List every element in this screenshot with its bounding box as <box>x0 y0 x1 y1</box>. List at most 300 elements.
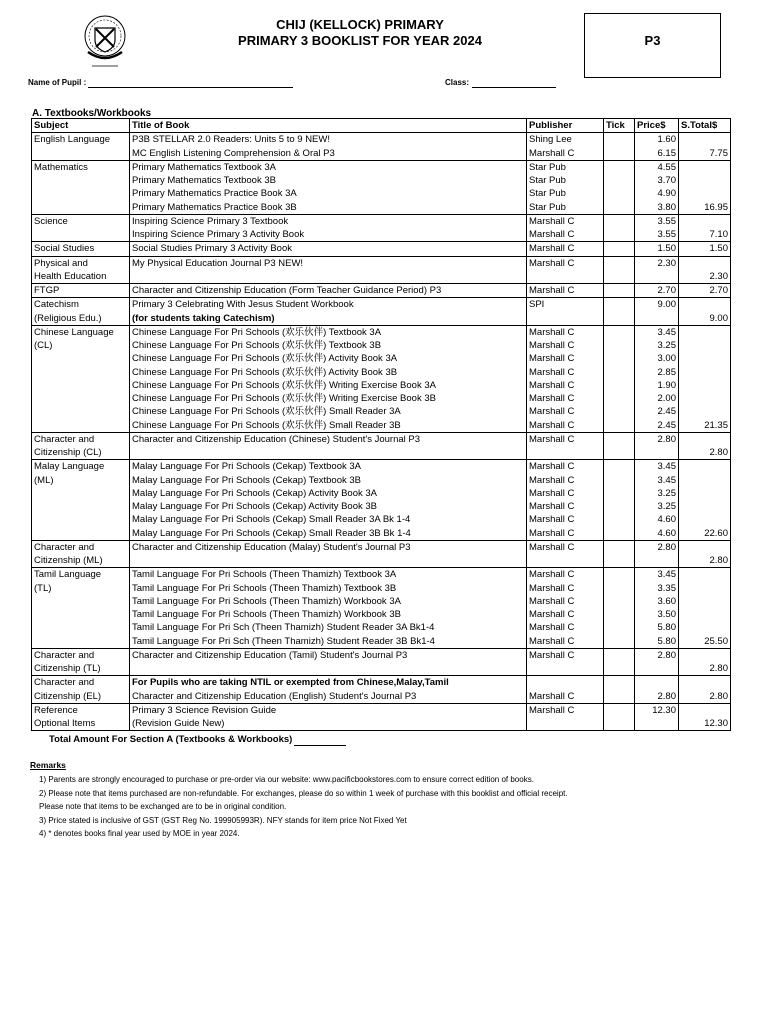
subject-cell: Citizenship (ML) <box>32 554 130 568</box>
table-row <box>32 568 731 582</box>
subtotal-cell <box>679 432 731 446</box>
subject-cell: (Religious Edu.) <box>32 312 130 326</box>
book-title-cell: Chinese Language For Pri Schools (欢乐伙伴) Small Reader 3A <box>130 405 527 418</box>
price-cell: 3.45 <box>635 325 679 339</box>
book-title-cell: Inspiring Science Primary 3 Textbook <box>130 214 527 228</box>
table-row <box>32 582 731 595</box>
tick-cell[interactable] <box>604 635 635 649</box>
price-cell <box>635 717 679 731</box>
subject-cell: Chinese Language <box>32 325 130 339</box>
subtotal-cell <box>679 608 731 621</box>
tick-cell[interactable] <box>604 513 635 526</box>
tick-cell[interactable] <box>604 174 635 187</box>
tick-cell[interactable] <box>604 595 635 608</box>
book-title-cell: Primary 3 Science Revision Guide <box>130 703 527 717</box>
subtotal-cell <box>679 392 731 405</box>
subject-cell <box>32 405 130 418</box>
table-row <box>32 392 731 405</box>
book-title-cell: Tamil Language For Pri Schools (Theen Thamizh) Workbook 3A <box>130 595 527 608</box>
table-row <box>32 527 731 541</box>
book-title-cell: Malay Language For Pri Schools (Cekap) Small Reader 3A Bk 1-4 <box>130 513 527 526</box>
tick-cell[interactable] <box>604 284 635 298</box>
subtotal-cell <box>679 595 731 608</box>
subtotal-cell: 2.70 <box>679 284 731 298</box>
subject-cell <box>32 228 130 242</box>
price-cell: 3.55 <box>635 228 679 242</box>
tick-cell[interactable] <box>604 527 635 541</box>
booklist-table <box>31 118 731 731</box>
price-cell: 9.00 <box>635 298 679 312</box>
remark-item: 2) Please note that items purchased are non-refundable. For exchanges, please do so within 1 week of purchase with this booklist and official receipt. <box>39 788 568 798</box>
remark-item: Please note that items to be exchanged are to be in original condition. <box>39 802 287 811</box>
table-row <box>32 284 731 298</box>
total-amount[interactable] <box>49 734 346 746</box>
tick-cell[interactable] <box>604 676 635 690</box>
tick-cell[interactable] <box>604 405 635 418</box>
book-title-cell: Tamil Language For Pri Schools (Theen Thamizh) Textbook 3B <box>130 582 527 595</box>
price-cell: 3.45 <box>635 460 679 474</box>
subtotal-cell <box>679 676 731 690</box>
table-row <box>32 595 731 608</box>
price-cell: 1.50 <box>635 242 679 256</box>
price-cell: 3.50 <box>635 608 679 621</box>
school-crest-logo <box>82 14 128 72</box>
publisher-cell: Marshall C <box>527 540 604 554</box>
tick-cell[interactable] <box>604 446 635 460</box>
subject-cell: Character and <box>32 540 130 554</box>
publisher-cell: Marshall C <box>527 608 604 621</box>
book-title-cell: (Revision Guide New) <box>130 717 527 731</box>
subtotal-cell <box>679 540 731 554</box>
subtotal-cell <box>679 339 731 352</box>
subject-cell: Catechism <box>32 298 130 312</box>
subject-cell <box>32 379 130 392</box>
subject-cell <box>32 201 130 215</box>
table-row <box>32 379 731 392</box>
tick-cell[interactable] <box>604 214 635 228</box>
book-title-cell: Malay Language For Pri Schools (Cekap) Textbook 3B <box>130 474 527 487</box>
book-title-cell: Character and Citizenship Education (English) Student's Journal P3 <box>130 690 527 704</box>
booklist-title: PRIMARY 3 BOOKLIST FOR YEAR 2024 <box>238 33 482 48</box>
col-title: Title of Book <box>130 119 527 133</box>
publisher-cell: Marshall C <box>527 432 604 446</box>
publisher-cell: Marshall C <box>527 242 604 256</box>
table-row <box>32 432 731 446</box>
publisher-cell: Marshall C <box>527 595 604 608</box>
subtotal-cell <box>679 352 731 365</box>
tick-cell[interactable] <box>604 717 635 731</box>
tick-cell[interactable] <box>604 256 635 270</box>
publisher-cell: Marshall C <box>527 487 604 500</box>
subtotal-cell: 21.35 <box>679 419 731 433</box>
book-title-cell: My Physical Education Journal P3 NEW! <box>130 256 527 270</box>
subject-cell: Character and <box>32 432 130 446</box>
subtotal-cell <box>679 703 731 717</box>
table-row <box>32 500 731 513</box>
publisher-cell: Marshall C <box>527 635 604 649</box>
publisher-cell <box>527 676 604 690</box>
table-row <box>32 366 731 379</box>
price-cell <box>635 662 679 676</box>
tick-cell[interactable] <box>604 366 635 379</box>
book-title-cell: Malay Language For Pri Schools (Cekap) Textbook 3A <box>130 460 527 474</box>
book-title-cell: Chinese Language For Pri Schools (欢乐伙伴) Activity Book 3A <box>130 352 527 365</box>
table-row <box>32 703 731 717</box>
pupil-name-field[interactable] <box>28 78 293 88</box>
total-amount-label: Total Amount For Section A (Textbooks & Workbooks) <box>49 734 293 745</box>
price-cell <box>635 446 679 460</box>
col-price: Price$ <box>635 119 679 133</box>
book-title-cell: Chinese Language For Pri Schools (欢乐伙伴) Textbook 3B <box>130 339 527 352</box>
subject-cell <box>32 352 130 365</box>
table-header-row <box>32 119 731 133</box>
subject-cell: Reference <box>32 703 130 717</box>
table-row <box>32 339 731 352</box>
subject-cell: Physical and <box>32 256 130 270</box>
price-cell: 2.45 <box>635 405 679 418</box>
book-title-cell: MC English Listening Comprehension & Oral P3 <box>130 147 527 161</box>
publisher-cell: Marshall C <box>527 147 604 161</box>
subtotal-cell <box>679 174 731 187</box>
price-cell: 1.60 <box>635 133 679 147</box>
subject-cell: Mathematics <box>32 160 130 174</box>
tick-cell[interactable] <box>604 648 635 662</box>
price-cell: 3.60 <box>635 595 679 608</box>
publisher-cell: Shing Lee <box>527 133 604 147</box>
tick-cell[interactable] <box>604 554 635 568</box>
price-cell <box>635 554 679 568</box>
subject-cell <box>32 608 130 621</box>
price-cell: 3.70 <box>635 174 679 187</box>
price-cell: 4.90 <box>635 187 679 200</box>
remark-item: 1) Parents are strongly encouraged to purchase or pre-order via our website: www.pacificbookstores.com to ensure correct edition of books. <box>39 775 534 784</box>
price-cell: 2.70 <box>635 284 679 298</box>
table-row <box>32 242 731 256</box>
table-row <box>32 325 731 339</box>
book-title-cell <box>130 446 527 460</box>
subtotal-cell <box>679 582 731 595</box>
table-row <box>32 446 731 460</box>
book-title-cell: Chinese Language For Pri Schools (欢乐伙伴) Small Reader 3B <box>130 419 527 433</box>
class-line <box>472 78 556 88</box>
tick-cell[interactable] <box>604 392 635 405</box>
book-title-cell: Chinese Language For Pri Schools (欢乐伙伴) Writing Exercise Book 3A <box>130 379 527 392</box>
col-tick: Tick <box>604 119 635 133</box>
publisher-cell: Marshall C <box>527 568 604 582</box>
subtotal-cell <box>679 366 731 379</box>
tick-cell[interactable] <box>604 352 635 365</box>
tick-cell[interactable] <box>604 379 635 392</box>
subject-cell: Character and <box>32 676 130 690</box>
tick-cell[interactable] <box>604 339 635 352</box>
table-row <box>32 474 731 487</box>
tick-cell[interactable] <box>604 147 635 161</box>
publisher-cell: Marshall C <box>527 582 604 595</box>
section-title: A. Textbooks/Workbooks <box>32 108 152 119</box>
publisher-cell: Marshall C <box>527 339 604 352</box>
price-cell <box>635 312 679 326</box>
publisher-cell: Marshall C <box>527 284 604 298</box>
tick-cell[interactable] <box>604 487 635 500</box>
book-title-cell: Primary Mathematics Textbook 3A <box>130 160 527 174</box>
subject-cell <box>32 635 130 649</box>
price-cell: 3.25 <box>635 339 679 352</box>
book-title-cell <box>130 270 527 284</box>
table-row <box>32 228 731 242</box>
school-name: CHIJ (KELLOCK) PRIMARY <box>276 17 444 32</box>
publisher-cell: Marshall C <box>527 500 604 513</box>
publisher-cell: Star Pub <box>527 160 604 174</box>
publisher-cell: Star Pub <box>527 174 604 187</box>
table-row <box>32 133 731 147</box>
table-row <box>32 298 731 312</box>
publisher-cell <box>527 270 604 284</box>
subtotal-cell <box>679 325 731 339</box>
subject-cell: Optional Items <box>32 717 130 731</box>
book-title-cell: Character and Citizenship Education (Tamil) Student's Journal P3 <box>130 648 527 662</box>
price-cell <box>635 676 679 690</box>
table-row <box>32 513 731 526</box>
publisher-cell: Marshall C <box>527 379 604 392</box>
subject-cell <box>32 187 130 200</box>
table-row <box>32 608 731 621</box>
book-title-cell: Chinese Language For Pri Schools (欢乐伙伴) Writing Exercise Book 3B <box>130 392 527 405</box>
subject-cell: Tamil Language <box>32 568 130 582</box>
price-cell: 4.55 <box>635 160 679 174</box>
price-cell: 4.60 <box>635 527 679 541</box>
subject-cell: Malay Language <box>32 460 130 474</box>
price-cell: 3.25 <box>635 500 679 513</box>
subject-cell <box>32 392 130 405</box>
price-cell: 2.45 <box>635 419 679 433</box>
subject-cell: English Language <box>32 133 130 147</box>
subject-cell <box>32 513 130 526</box>
book-title-cell: Primary Mathematics Practice Book 3A <box>130 187 527 200</box>
subtotal-cell <box>679 648 731 662</box>
remarks-list <box>39 773 568 841</box>
col-subject: Subject <box>32 119 130 133</box>
price-cell: 5.80 <box>635 621 679 634</box>
table-row <box>32 540 731 554</box>
subtotal-cell <box>679 379 731 392</box>
table-row <box>32 147 731 161</box>
pupil-name-label: Name of Pupil : <box>28 78 87 87</box>
remark-item: 3) Price stated is inclusive of GST (GST Reg No. 199905993R). NFY stands for item price Not Fixed Yet <box>39 815 407 825</box>
book-title-cell: Chinese Language For Pri Schools (欢乐伙伴) Activity Book 3B <box>130 366 527 379</box>
tick-cell[interactable] <box>604 270 635 284</box>
book-title-cell: For Pupils who are taking NTIL or exempted from Chinese,Malay,Tamil <box>130 676 527 690</box>
remark-item: 4) * denotes books final year used by MOE in year 2024. <box>39 829 240 838</box>
pupil-name-line <box>88 78 293 88</box>
total-amount-line <box>294 734 346 746</box>
tick-cell[interactable] <box>604 432 635 446</box>
book-title-cell: Primary Mathematics Practice Book 3B <box>130 201 527 215</box>
publisher-cell: Marshall C <box>527 405 604 418</box>
publisher-cell: Marshall C <box>527 703 604 717</box>
tick-cell[interactable] <box>604 201 635 215</box>
book-title-cell: Character and Citizenship Education (Malay) Student's Journal P3 <box>130 540 527 554</box>
publisher-cell: Marshall C <box>527 325 604 339</box>
subtotal-cell: 1.50 <box>679 242 731 256</box>
table-row <box>32 554 731 568</box>
publisher-cell: SPI <box>527 298 604 312</box>
publisher-cell: Star Pub <box>527 201 604 215</box>
publisher-cell: Marshall C <box>527 648 604 662</box>
table-row <box>32 201 731 215</box>
publisher-cell: Marshall C <box>527 474 604 487</box>
tick-cell[interactable] <box>604 621 635 634</box>
price-cell: 3.25 <box>635 487 679 500</box>
price-cell: 3.55 <box>635 214 679 228</box>
price-cell: 2.80 <box>635 432 679 446</box>
subtotal-cell: 16.95 <box>679 201 731 215</box>
table-row <box>32 676 731 690</box>
subject-cell <box>32 366 130 379</box>
subject-cell: Health Education <box>32 270 130 284</box>
subtotal-cell: 2.80 <box>679 662 731 676</box>
subtotal-cell: 7.75 <box>679 147 731 161</box>
subject-cell: (TL) <box>32 582 130 595</box>
subtotal-cell: 2.30 <box>679 270 731 284</box>
table-row <box>32 270 731 284</box>
table-row <box>32 648 731 662</box>
subtotal-cell <box>679 487 731 500</box>
tick-cell[interactable] <box>604 662 635 676</box>
tick-cell[interactable] <box>604 312 635 326</box>
tick-cell[interactable] <box>604 608 635 621</box>
subtotal-cell <box>679 621 731 634</box>
tick-cell[interactable] <box>604 419 635 433</box>
subject-cell <box>32 419 130 433</box>
subject-cell: (CL) <box>32 339 130 352</box>
table-row <box>32 621 731 634</box>
publisher-cell <box>527 662 604 676</box>
tick-cell[interactable] <box>604 460 635 474</box>
subject-cell <box>32 487 130 500</box>
book-title-cell <box>130 554 527 568</box>
subtotal-cell <box>679 474 731 487</box>
price-cell: 3.45 <box>635 568 679 582</box>
price-cell: 2.80 <box>635 540 679 554</box>
subtotal-cell <box>679 500 731 513</box>
subtotal-cell <box>679 256 731 270</box>
price-cell: 3.45 <box>635 474 679 487</box>
subject-cell: Citizenship (TL) <box>32 662 130 676</box>
price-cell: 3.35 <box>635 582 679 595</box>
subject-cell: FTGP <box>32 284 130 298</box>
book-title-cell: Tamil Language For Pri Schools (Theen Thamizh) Textbook 3A <box>130 568 527 582</box>
class-field[interactable] <box>445 78 556 88</box>
book-title-cell: Malay Language For Pri Schools (Cekap) Activity Book 3A <box>130 487 527 500</box>
table-row <box>32 174 731 187</box>
subject-cell <box>32 500 130 513</box>
subject-cell <box>32 595 130 608</box>
subject-cell: (ML) <box>32 474 130 487</box>
tick-cell[interactable] <box>604 242 635 256</box>
subject-cell <box>32 527 130 541</box>
tick-cell[interactable] <box>604 474 635 487</box>
publisher-cell: Marshall C <box>527 366 604 379</box>
table-row <box>32 717 731 731</box>
price-cell: 3.80 <box>635 201 679 215</box>
table-row <box>32 460 731 474</box>
book-title-cell: P3B STELLAR 2.0 Readers: Units 5 to 9 NEW! <box>130 133 527 147</box>
publisher-cell <box>527 446 604 460</box>
publisher-cell: Marshall C <box>527 228 604 242</box>
col-publisher: Publisher <box>527 119 604 133</box>
price-cell: 2.85 <box>635 366 679 379</box>
publisher-cell: Marshall C <box>527 214 604 228</box>
table-row <box>32 256 731 270</box>
book-title-cell: Social Studies Primary 3 Activity Book <box>130 242 527 256</box>
table-row <box>32 187 731 200</box>
book-title-cell: Malay Language For Pri Schools (Cekap) Activity Book 3B <box>130 500 527 513</box>
subject-cell <box>32 174 130 187</box>
table-row <box>32 419 731 433</box>
tick-cell[interactable] <box>604 228 635 242</box>
publisher-cell: Marshall C <box>527 419 604 433</box>
publisher-cell: Marshall C <box>527 690 604 704</box>
book-title-cell: Malay Language For Pri Schools (Cekap) Small Reader 3B Bk 1-4 <box>130 527 527 541</box>
subject-cell: Citizenship (CL) <box>32 446 130 460</box>
level-box: P3 <box>584 13 721 78</box>
subject-cell: Citizenship (EL) <box>32 690 130 704</box>
subtotal-cell <box>679 133 731 147</box>
subtotal-cell <box>679 405 731 418</box>
publisher-cell: Marshall C <box>527 621 604 634</box>
class-label: Class: <box>445 78 470 87</box>
book-title-cell: Tamil Language For Pri Schools (Theen Thamizh) Workbook 3B <box>130 608 527 621</box>
tick-cell[interactable] <box>604 500 635 513</box>
publisher-cell: Marshall C <box>527 513 604 526</box>
tick-cell[interactable] <box>604 540 635 554</box>
subtotal-cell <box>679 513 731 526</box>
tick-cell[interactable] <box>604 690 635 704</box>
table-row <box>32 312 731 326</box>
subject-cell: Science <box>32 214 130 228</box>
publisher-cell: Marshall C <box>527 527 604 541</box>
subject-cell: Character and <box>32 648 130 662</box>
publisher-cell <box>527 717 604 731</box>
subject-cell: Social Studies <box>32 242 130 256</box>
publisher-cell: Marshall C <box>527 352 604 365</box>
tick-cell[interactable] <box>604 568 635 582</box>
price-cell: 2.30 <box>635 256 679 270</box>
subtotal-cell <box>679 187 731 200</box>
tick-cell[interactable] <box>604 582 635 595</box>
tick-cell[interactable] <box>604 160 635 174</box>
publisher-cell: Star Pub <box>527 187 604 200</box>
subtotal-cell: 7.10 <box>679 228 731 242</box>
tick-cell[interactable] <box>604 187 635 200</box>
tick-cell[interactable] <box>604 298 635 312</box>
tick-cell[interactable] <box>604 325 635 339</box>
tick-cell[interactable] <box>604 703 635 717</box>
table-row <box>32 160 731 174</box>
subtotal-cell: 12.30 <box>679 717 731 731</box>
price-cell: 1.90 <box>635 379 679 392</box>
table-row <box>32 352 731 365</box>
book-title-cell: Character and Citizenship Education (Chinese) Student's Journal P3 <box>130 432 527 446</box>
price-cell: 5.80 <box>635 635 679 649</box>
table-row <box>32 662 731 676</box>
subtotal-cell <box>679 568 731 582</box>
subtotal-cell <box>679 214 731 228</box>
subtotal-cell: 2.80 <box>679 690 731 704</box>
tick-cell[interactable] <box>604 133 635 147</box>
price-cell: 3.00 <box>635 352 679 365</box>
table-row <box>32 690 731 704</box>
